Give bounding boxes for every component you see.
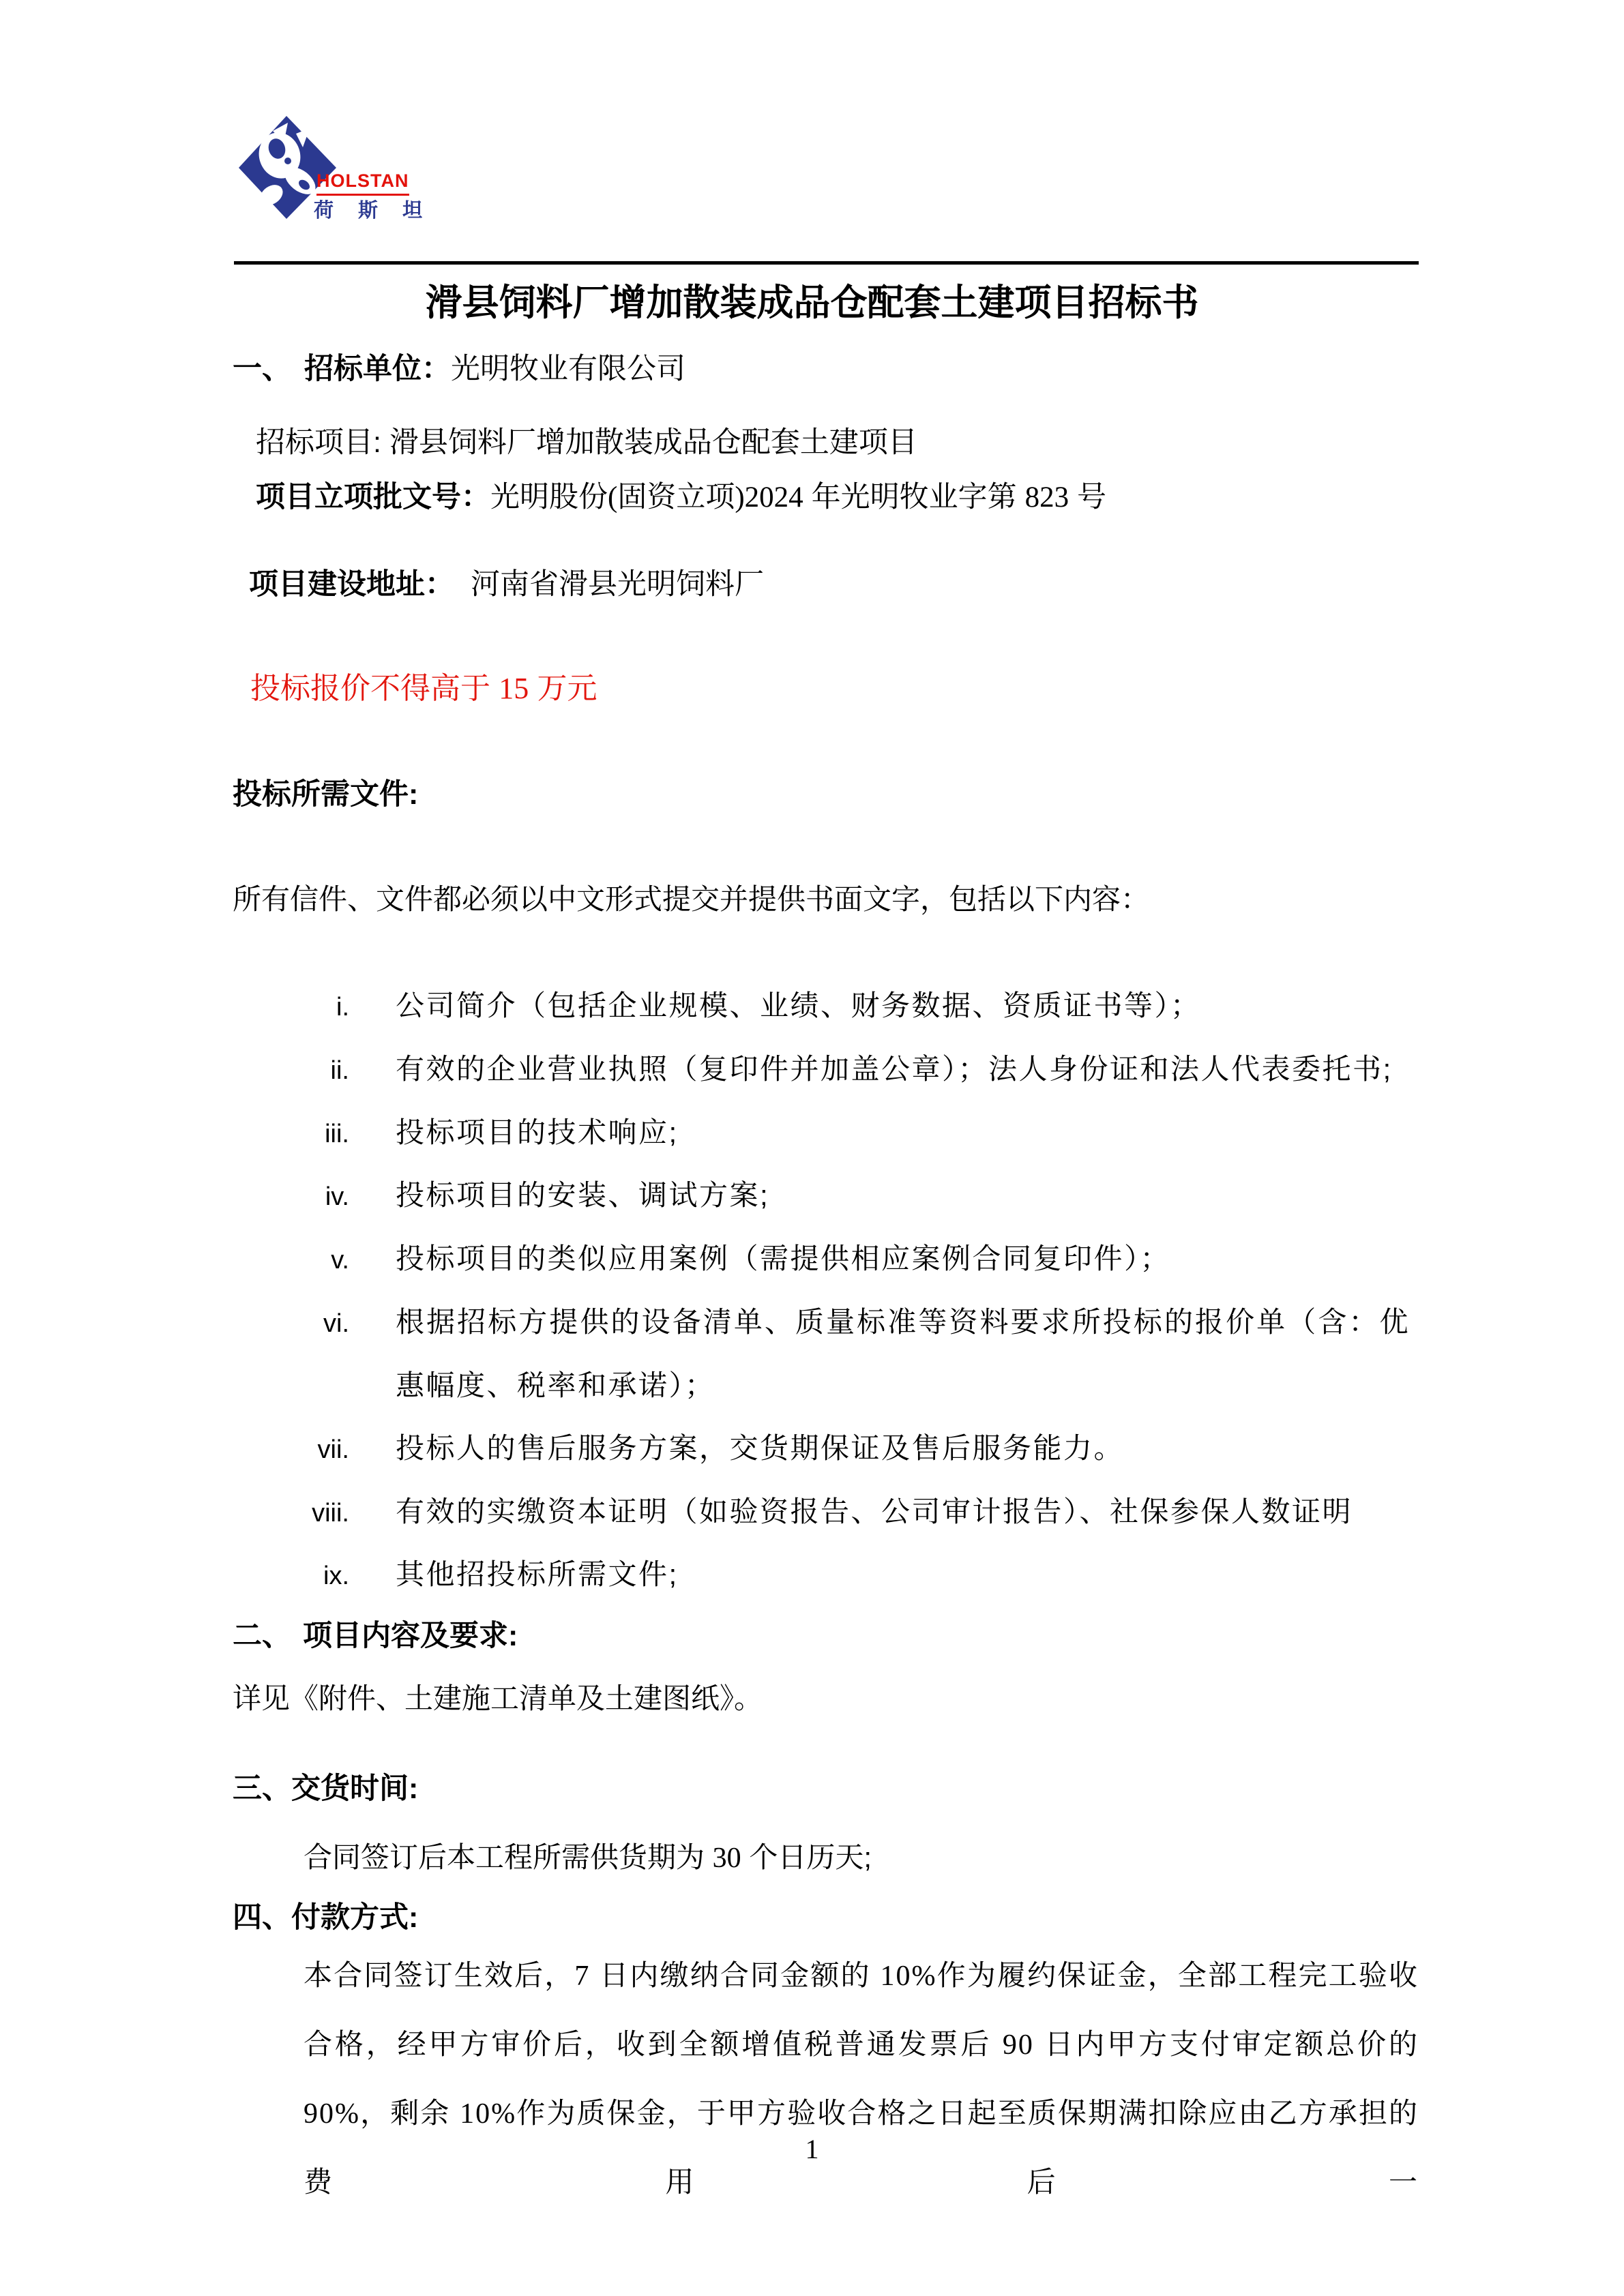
section-2-number: 二、 bbox=[233, 1620, 291, 1652]
project-address-value: 河南省滑县光明饲料厂 bbox=[471, 568, 764, 601]
submission-language-note: 所有信件、文件都必须以中文形式提交并提供书面文字，包括以下内容： bbox=[233, 883, 1150, 915]
tender-project-line: 招标项目: 滑县饲料厂增加散装成品仓配套土建项目 bbox=[256, 426, 917, 459]
list-item-text: 投标项目的类似应用案例（需提供相应案例合同复印件）； bbox=[396, 1242, 1171, 1274]
list-item-number: iv. bbox=[325, 1182, 349, 1211]
approval-number-value: 光明股份(固资立项)2024 年光明牧业字第 823 号 bbox=[490, 481, 1107, 513]
approval-number-label: 项目立项批文号： bbox=[256, 481, 490, 513]
list-item-text: 其他招投标所需文件; bbox=[396, 1558, 679, 1590]
list-item bbox=[232, 1542, 1410, 1608]
section-2-heading-text: 项目内容及要求: bbox=[303, 1620, 518, 1652]
approval-number-line bbox=[256, 479, 1106, 516]
list-item-text: 投标项目的安装、调试方案; bbox=[396, 1179, 770, 1211]
logo-brand-text: HOLSTAN bbox=[316, 170, 409, 196]
list-item-text: 根据招标方提供的设备清单、质量标准等资料要求所投标的报价单（含：优惠幅度、税率和承诺）； bbox=[396, 1306, 1410, 1401]
list-item-text: 有效的企业营业执照（复印件并加盖公章）；法人身份证和法人代表委托书; bbox=[396, 1053, 1393, 1085]
section-3-heading: 三、交货时间: bbox=[233, 1772, 419, 1805]
list-item-number: iii. bbox=[325, 1120, 349, 1148]
payment-terms-paragraph: 本合同签订生效后，7 日内缴纳合同金额的 10%作为履约保证金，全部工程完工验收合格，经甲方审价后，收到全额增值税普通发票后 90 日内甲方支付审定额总价的 90%，剩余 10%作为质保金，于甲方验收合格之日起至质保期满扣除应由乙方承担的费用后一 bbox=[304, 1959, 1419, 2198]
project-address-label: 项目建设地址： bbox=[249, 568, 454, 601]
required-documents-heading: 投标所需文件: bbox=[233, 778, 419, 811]
holstan-logo bbox=[239, 115, 432, 224]
list-item-number: v. bbox=[331, 1246, 349, 1274]
section-3-body: 合同签订后本工程所需供货期为 30 个日历天; bbox=[304, 1841, 872, 1874]
list-item bbox=[232, 1163, 1410, 1229]
list-item-number: vi. bbox=[323, 1309, 349, 1338]
section-2-heading bbox=[233, 1618, 518, 1655]
logo-brand-chinese-text: 荷 斯 坦 bbox=[314, 200, 432, 222]
list-item-text: 有效的实缴资本证明（如验资报告、公司审计报告）、社保参保人数证明 bbox=[396, 1495, 1353, 1527]
list-item bbox=[232, 1416, 1410, 1482]
page-number: 1 bbox=[805, 2134, 819, 2164]
list-item-number: vii. bbox=[317, 1435, 349, 1464]
list-item bbox=[232, 1480, 1410, 1545]
list-item-number: viii. bbox=[312, 1499, 349, 1527]
list-item bbox=[232, 974, 1410, 1039]
section-2-body: 详见《附件、土建施工清单及土建图纸》。 bbox=[233, 1682, 763, 1714]
document-title: 滑县饲料厂增加散装成品仓配套土建项目招标书 bbox=[425, 282, 1199, 323]
price-cap-notice: 投标报价不得高于 15 万元 bbox=[250, 672, 597, 705]
list-item bbox=[232, 1037, 1410, 1103]
tender-unit-line bbox=[233, 351, 685, 388]
list-item-number: ii. bbox=[330, 1056, 349, 1085]
list-item-text: 投标人的售后服务方案，交货期保证及售后服务能力。 bbox=[396, 1432, 1125, 1464]
list-item-number: i. bbox=[336, 993, 349, 1022]
item-number-one: 一、 bbox=[233, 353, 291, 385]
list-item-number: ix. bbox=[323, 1562, 349, 1590]
tender-unit-label: 招标单位： bbox=[304, 353, 451, 385]
list-item-text: 公司简介（包括企业规模、业绩、财务数据、资质证书等）； bbox=[396, 989, 1201, 1022]
list-item bbox=[232, 1290, 1410, 1417]
tender-unit-value: 光明牧业有限公司 bbox=[451, 353, 685, 385]
header-divider bbox=[234, 261, 1419, 265]
list-item bbox=[232, 1227, 1410, 1292]
section-4-heading: 四、付款方式: bbox=[233, 1901, 419, 1934]
project-address-line bbox=[249, 567, 764, 603]
list-item-text: 投标项目的技术响应; bbox=[396, 1116, 679, 1148]
list-item bbox=[232, 1101, 1410, 1166]
